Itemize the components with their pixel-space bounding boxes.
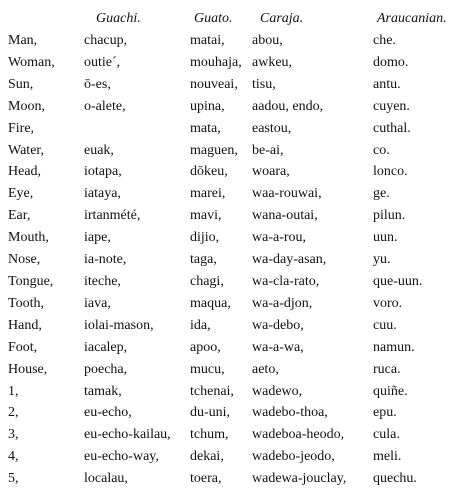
guachi-word: iacalep, bbox=[84, 339, 128, 355]
table-row bbox=[0, 161, 460, 183]
caraja-word: tisu, bbox=[252, 76, 276, 92]
english-word: 1, bbox=[8, 383, 19, 399]
caraja-word: wa-a-wa, bbox=[252, 339, 304, 355]
guato-word: mucu, bbox=[190, 361, 225, 377]
english-word: Hand, bbox=[8, 317, 42, 333]
header-guachi: Guachi. bbox=[96, 11, 141, 26]
header-row bbox=[0, 8, 460, 30]
araucanian-word: lonco. bbox=[373, 164, 408, 180]
caraja-word: wadebo-jeodo, bbox=[252, 449, 335, 465]
guachi-word: chacup, bbox=[84, 33, 128, 48]
english-word: Water, bbox=[8, 142, 45, 158]
araucanian-word: quechu. bbox=[373, 471, 417, 487]
araucanian-word: cuu. bbox=[373, 317, 397, 333]
table-row bbox=[0, 402, 460, 424]
guato-word: mouhaja, bbox=[190, 54, 242, 70]
guachi-word: localau, bbox=[84, 471, 128, 487]
table-row bbox=[0, 227, 460, 249]
guachi-word: ō-es, bbox=[84, 76, 111, 92]
caraja-word: aeto, bbox=[252, 361, 279, 377]
table-row bbox=[0, 315, 460, 337]
english-word: Foot, bbox=[8, 339, 38, 355]
caraja-word: be-ai, bbox=[252, 142, 284, 158]
araucanian-word: domo. bbox=[373, 54, 409, 70]
araucanian-word: cuthal. bbox=[373, 120, 411, 136]
table-row bbox=[0, 30, 460, 52]
guato-word: maguen, bbox=[190, 142, 238, 158]
table-row bbox=[0, 96, 460, 118]
araucanian-word: uun. bbox=[373, 230, 398, 246]
caraja-word: awkeu, bbox=[252, 54, 293, 70]
guato-word: mavi, bbox=[190, 208, 222, 224]
araucanian-word: meli. bbox=[373, 449, 402, 465]
caraja-word: aadou, endo, bbox=[252, 98, 324, 114]
guato-word: maqua, bbox=[190, 295, 231, 311]
english-word: Eye, bbox=[8, 186, 34, 202]
guato-word: du-uni, bbox=[190, 405, 231, 421]
araucanian-word: che. bbox=[373, 33, 396, 48]
caraja-word: eastou, bbox=[252, 120, 292, 136]
guato-word: apoo, bbox=[190, 339, 221, 355]
table-body bbox=[0, 30, 460, 490]
english-word: Tooth, bbox=[8, 295, 44, 311]
araucanian-word: ge. bbox=[373, 186, 390, 202]
table-row bbox=[0, 468, 460, 490]
table-row bbox=[0, 140, 460, 162]
guato-word: tchenai, bbox=[190, 383, 234, 399]
guachi-word: irtanmété, bbox=[84, 208, 141, 224]
guato-word: tchum, bbox=[190, 427, 229, 443]
guachi-word: eu-echo-way, bbox=[84, 449, 159, 465]
english-word: 4, bbox=[8, 449, 19, 465]
guachi-word: iava, bbox=[84, 295, 111, 311]
header-guato: Guato. bbox=[194, 11, 233, 26]
guachi-word: euak, bbox=[84, 142, 114, 158]
table-row bbox=[0, 183, 460, 205]
guato-word: dōkeu, bbox=[190, 164, 228, 180]
caraja-word: waa-rouwai, bbox=[252, 186, 322, 202]
caraja-word: wa-day-asan, bbox=[252, 252, 327, 268]
table-header bbox=[0, 8, 460, 30]
caraja-word: wa-cla-rato, bbox=[252, 273, 320, 289]
table-row bbox=[0, 293, 460, 315]
header-english bbox=[0, 8, 84, 30]
english-word: 3, bbox=[8, 427, 19, 443]
header-caraja: Caraja. bbox=[260, 11, 304, 26]
guachi-word: eu-echo-kailau, bbox=[84, 427, 171, 443]
table-row bbox=[0, 381, 460, 403]
guato-word: chagi, bbox=[190, 273, 224, 289]
araucanian-word: epu. bbox=[373, 405, 397, 421]
araucanian-word: antu. bbox=[373, 76, 401, 92]
guachi-word: o-alete, bbox=[84, 98, 126, 114]
araucanian-word: co. bbox=[373, 142, 390, 158]
table-row bbox=[0, 205, 460, 227]
guachi-word: iataya, bbox=[84, 186, 121, 202]
table-row bbox=[0, 337, 460, 359]
araucanian-word: ruca. bbox=[373, 361, 401, 377]
english-word: Moon, bbox=[8, 98, 45, 114]
guato-word: toera, bbox=[190, 471, 222, 487]
guato-word: nouveai, bbox=[190, 76, 238, 92]
araucanian-word: cuyen. bbox=[373, 98, 410, 114]
araucanian-word: quiñe. bbox=[373, 383, 408, 399]
english-word: Ear, bbox=[8, 208, 31, 224]
english-word: Head, bbox=[8, 164, 42, 180]
header-araucanian: Araucanian. bbox=[377, 11, 447, 26]
caraja-word: wadebo-thoa, bbox=[252, 405, 328, 421]
english-word: Woman, bbox=[8, 54, 55, 70]
araucanian-word: yu. bbox=[373, 252, 391, 268]
araucanian-word: que-uun. bbox=[373, 273, 423, 289]
guato-word: marei, bbox=[190, 186, 226, 202]
english-word: 2, bbox=[8, 405, 19, 421]
guachi-word: ia-note, bbox=[84, 252, 127, 268]
english-word: House, bbox=[8, 361, 48, 377]
guachi-word: iotapa, bbox=[84, 164, 122, 180]
guato-word: matai, bbox=[190, 33, 225, 48]
caraja-word: wa-a-rou, bbox=[252, 230, 307, 246]
english-word: Fire, bbox=[8, 120, 35, 136]
english-word: Nose, bbox=[8, 252, 41, 268]
guachi-word: eu-echo, bbox=[84, 405, 132, 421]
english-word: Mouth, bbox=[8, 230, 49, 246]
table-row bbox=[0, 271, 460, 293]
guato-word: upina, bbox=[190, 98, 225, 114]
english-word: Tongue, bbox=[8, 273, 54, 289]
guachi-word: iape, bbox=[84, 230, 111, 246]
caraja-word: wa-debo, bbox=[252, 317, 304, 333]
guato-word: dijio, bbox=[190, 230, 220, 246]
table-row bbox=[0, 74, 460, 96]
guachi-word: tamak, bbox=[84, 383, 122, 399]
table-row bbox=[0, 249, 460, 271]
araucanian-word: namun. bbox=[373, 339, 415, 355]
guachi-word: outie´, bbox=[84, 54, 121, 70]
caraja-word: wana-outai, bbox=[252, 208, 318, 224]
caraja-word: wadewo, bbox=[252, 383, 303, 399]
table-row bbox=[0, 359, 460, 381]
araucanian-word: voro. bbox=[373, 295, 403, 311]
english-word: 5, bbox=[8, 471, 19, 487]
guato-word: dekai, bbox=[190, 449, 224, 465]
table-row bbox=[0, 424, 460, 446]
english-word: Sun, bbox=[8, 76, 34, 92]
caraja-word: wadeboa-heodo, bbox=[252, 427, 345, 443]
table-row bbox=[0, 446, 460, 468]
caraja-word: wadewa-jouclay, bbox=[252, 471, 347, 487]
araucanian-word: pilun. bbox=[373, 208, 406, 224]
guato-word: ida, bbox=[190, 317, 211, 333]
caraja-word: abou, bbox=[252, 33, 283, 48]
english-word: Man, bbox=[8, 33, 38, 48]
guachi-word: iteche, bbox=[84, 273, 121, 289]
guachi-word bbox=[84, 118, 190, 140]
caraja-word: woara, bbox=[252, 164, 290, 180]
caraja-word: wa-a-djon, bbox=[252, 295, 313, 311]
araucanian-word: cula. bbox=[373, 427, 400, 443]
table-row bbox=[0, 52, 460, 74]
table-row bbox=[0, 118, 460, 140]
guachi-word: poecha, bbox=[84, 361, 128, 377]
vocabulary-table bbox=[0, 8, 460, 490]
guato-word: mata, bbox=[190, 120, 221, 136]
guachi-word: iolai-mason, bbox=[84, 317, 154, 333]
guato-word: taga, bbox=[190, 252, 217, 268]
